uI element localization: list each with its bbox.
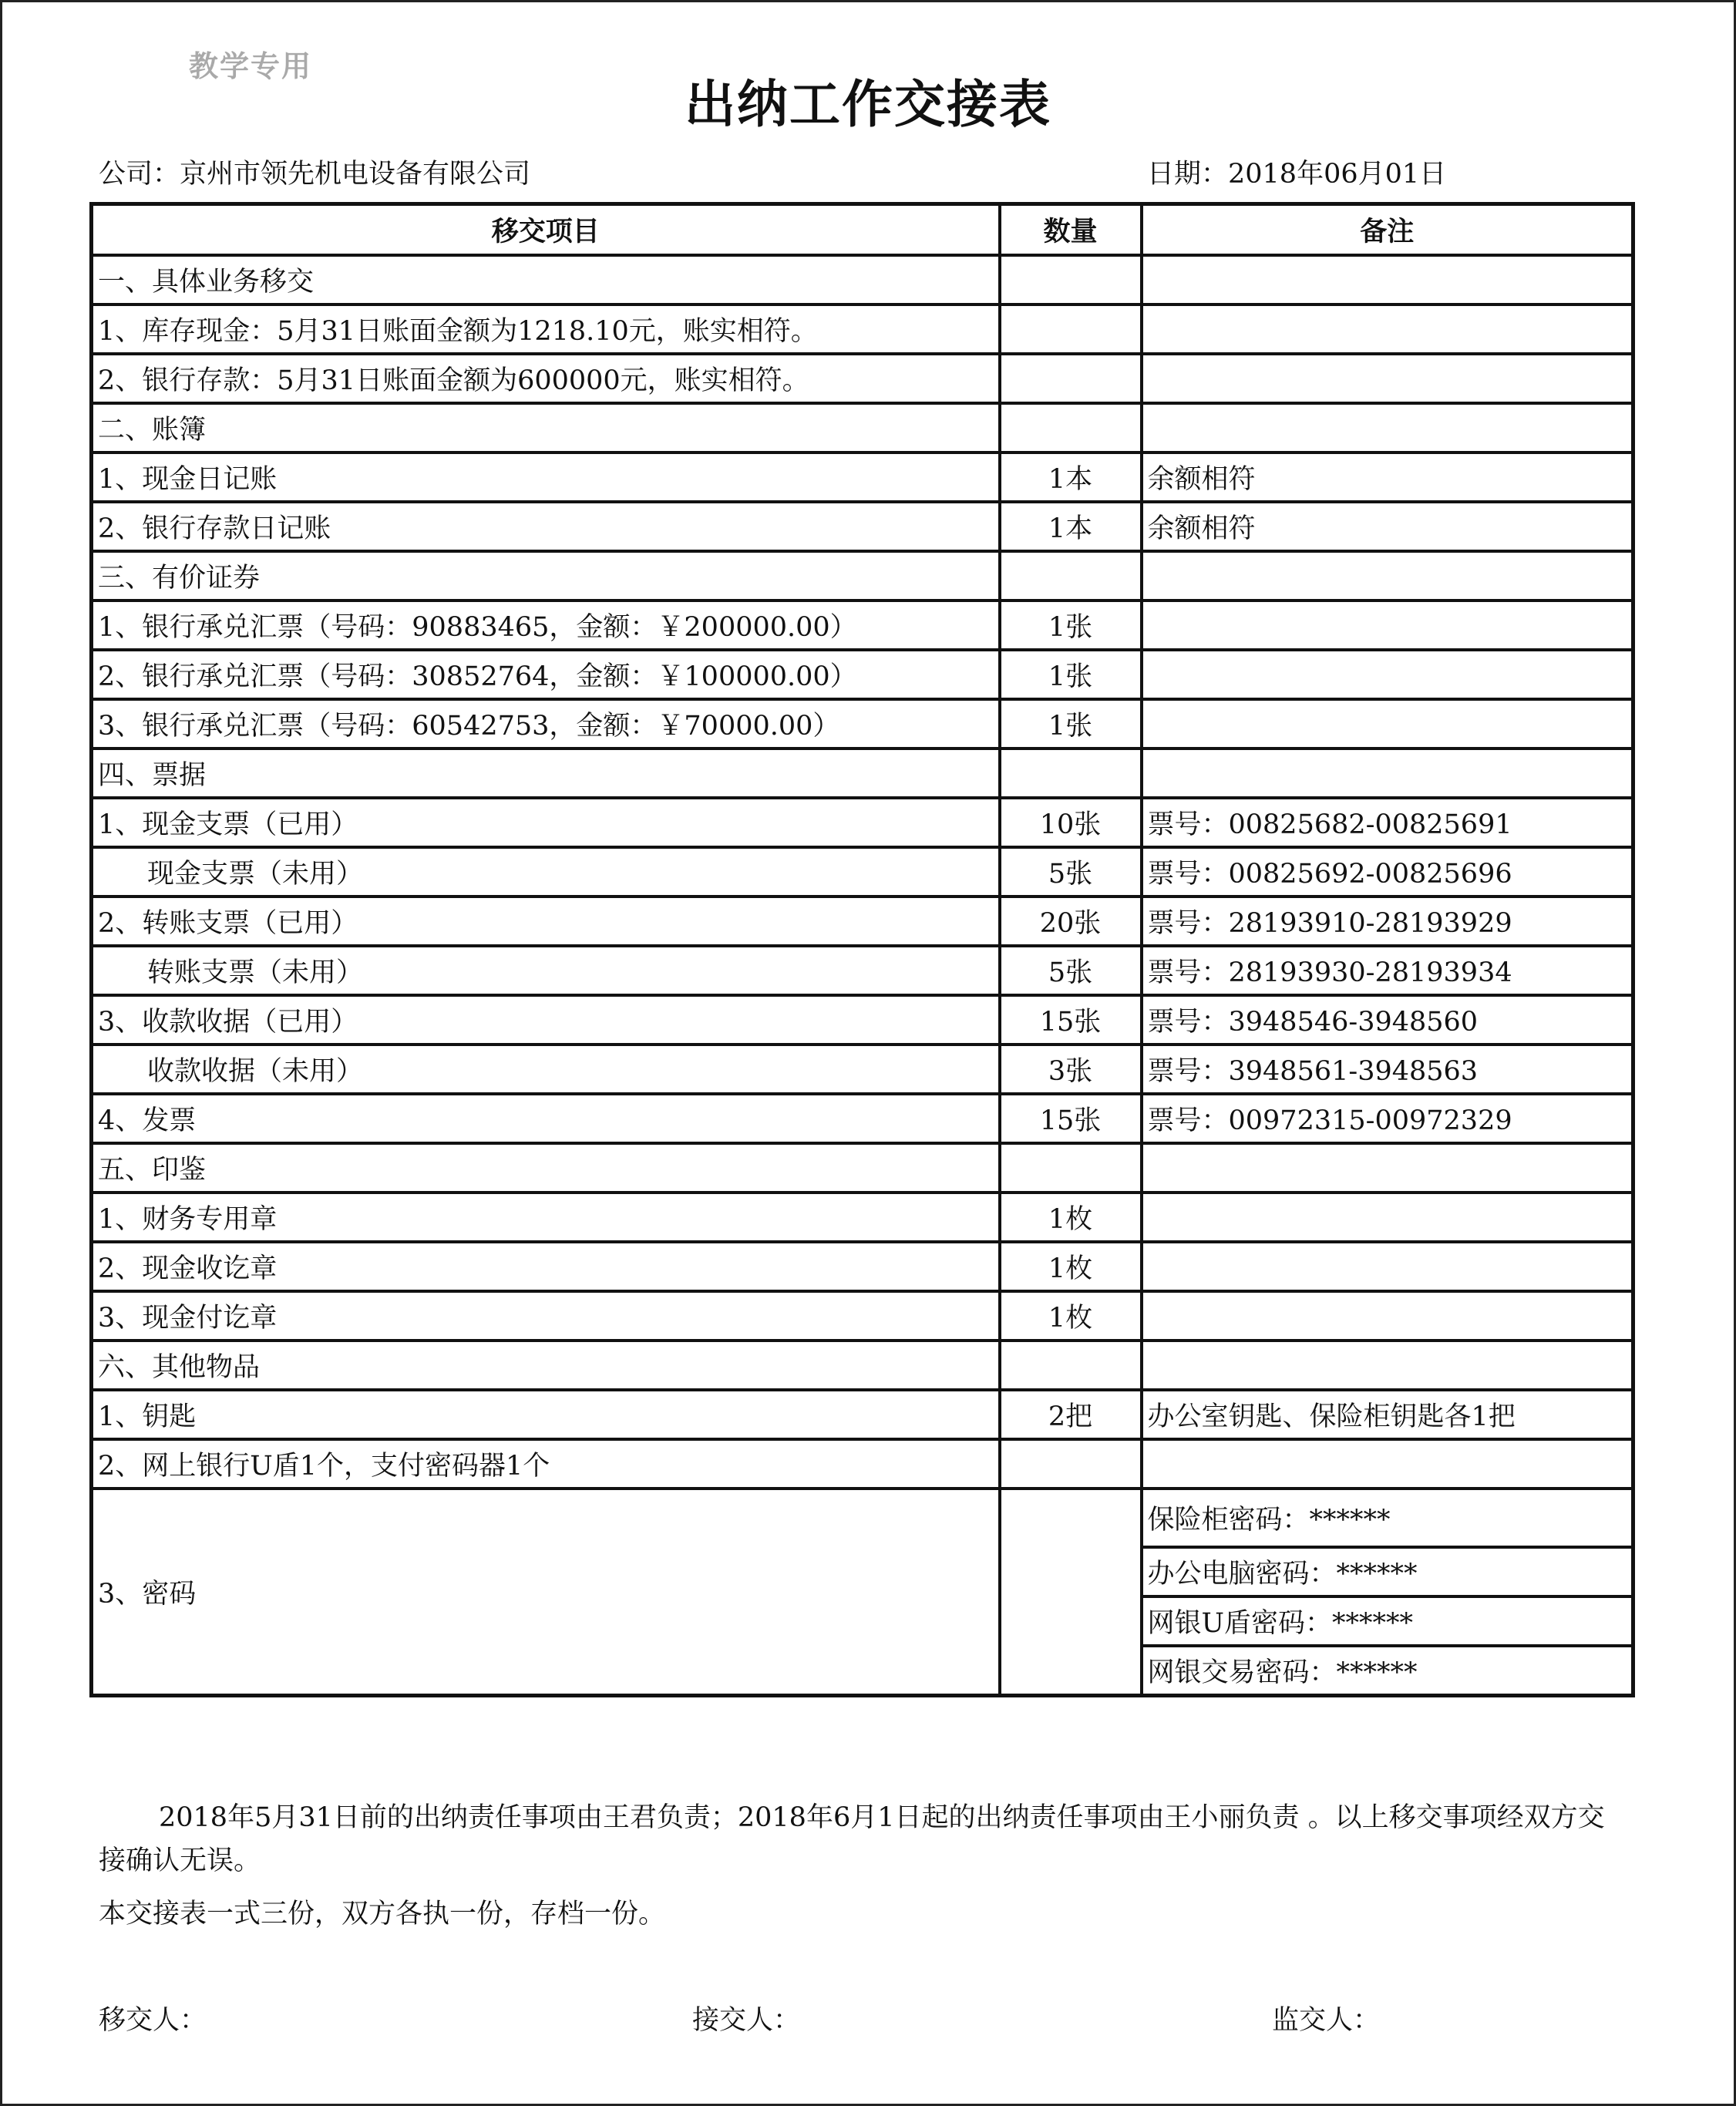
qty-cell: 2把 [1000,1390,1142,1439]
table-row [92,749,1633,798]
copies-paragraph: 本交接表一式三份，双方各执一份，存档一份。 [99,1899,666,1929]
qty-cell: 3张 [1000,1045,1142,1094]
qty-cell [1000,749,1142,798]
section-heading: 一、具体业务移交 [92,255,1000,304]
section-heading: 二、账簿 [92,403,1000,452]
note-cell [1142,1242,1633,1291]
table-header-row [92,204,1633,256]
header-note: 备注 [1142,204,1633,256]
item-cell: 1、库存现金：5月31日账面金额为1218.10元，账实相符。 [92,304,1000,354]
qty-cell: 5张 [1000,847,1142,897]
section-heading: 六、其他物品 [92,1341,1000,1390]
note-cell [1142,1341,1633,1390]
qty-cell: 1本 [1000,452,1142,502]
table-row [92,1143,1633,1193]
table-row [92,601,1633,650]
note-cell: 办公室钥匙、保险柜钥匙各1把 [1142,1390,1633,1439]
note-cell [1142,354,1633,403]
item-cell: 现金支票（未用） [92,847,1000,897]
section-heading: 五、印鉴 [92,1143,1000,1193]
watermark: 教学专用 [189,49,313,83]
table-row [92,946,1633,995]
item-cell: 3、收款收据（已用） [92,995,1000,1045]
table-row [92,354,1633,403]
note-cell [1142,1143,1633,1193]
password-qty-cell [1000,1489,1142,1696]
item-cell: 1、银行承兑汇票（号码：90883465，金额：￥200000.00） [92,601,1000,650]
item-cell: 2、现金收讫章 [92,1242,1000,1291]
item-cell: 1、财务专用章 [92,1193,1000,1242]
table-row [92,255,1633,304]
qty-cell: 15张 [1000,995,1142,1045]
qty-cell: 1张 [1000,601,1142,650]
company-label: 公司：京州市领先机电设备有限公司 [99,159,531,190]
item-cell: 2、银行存款日记账 [92,502,1000,551]
note-cell: 票号：28193910-28193929 [1142,897,1633,946]
qty-cell: 1枚 [1000,1242,1142,1291]
note-cell [1142,403,1633,452]
qty-cell [1000,255,1142,304]
note-cell [1142,650,1633,699]
section-heading: 四、票据 [92,749,1000,798]
table-row [92,650,1633,699]
item-cell: 2、网上银行U盾1个，支付密码器1个 [92,1439,1000,1489]
table-row [92,1094,1633,1143]
qty-cell: 1张 [1000,650,1142,699]
password-note-safe: 保险柜密码：****** [1142,1489,1633,1547]
note-cell [1142,1193,1633,1242]
table-row [92,452,1633,502]
receiver-signature-label: 接交人： [692,2005,801,2036]
table-row [92,798,1633,847]
table-row [92,1193,1633,1242]
qty-cell [1000,551,1142,601]
item-cell: 2、银行承兑汇票（号码：30852764，金额：￥100000.00） [92,650,1000,699]
handover-table [89,202,1635,1697]
table-row [92,699,1633,749]
table-row [92,403,1633,452]
qty-cell: 1本 [1000,502,1142,551]
header-item: 移交项目 [92,204,1000,256]
note-cell [1142,699,1633,749]
password-item-cell: 3、密码 [92,1489,1000,1696]
date-label: 日期：2018年06月01日 [1147,159,1447,190]
table-row [92,1439,1633,1489]
note-cell: 票号：3948561-3948563 [1142,1045,1633,1094]
note-cell [1142,749,1633,798]
responsibility-paragraph: 2018年5月31日前的出纳责任事项由王君负责；2018年6月1日起的出纳责任事项由王小丽负责 。以上移交事项经双方交接确认无误。 [99,1802,1605,1876]
table-row [92,1341,1633,1390]
note-cell [1142,1439,1633,1489]
note-cell [1142,551,1633,601]
qty-cell: 5张 [1000,946,1142,995]
item-cell: 1、钥匙 [92,1390,1000,1439]
note-cell: 余额相符 [1142,502,1633,551]
table-row [92,897,1633,946]
table-row [92,304,1633,354]
page-title: 出纳工作交接表 [685,75,1051,134]
table-row [92,1242,1633,1291]
note-cell: 票号：00825692-00825696 [1142,847,1633,897]
item-cell: 2、转账支票（已用） [92,897,1000,946]
note-cell [1142,304,1633,354]
note-cell: 余额相符 [1142,452,1633,502]
qty-cell [1000,1341,1142,1390]
item-cell: 1、现金支票（已用） [92,798,1000,847]
table-row [92,995,1633,1045]
note-cell [1142,601,1633,650]
note-cell [1142,255,1633,304]
password-note-computer: 办公电脑密码：****** [1142,1547,1633,1596]
password-note-ukey: 网银U盾密码：****** [1142,1596,1633,1646]
password-row [92,1489,1633,1547]
qty-cell [1000,403,1142,452]
table-row [92,502,1633,551]
transferor-signature-label: 移交人： [99,2005,207,2036]
password-note-transaction: 网银交易密码：****** [1142,1646,1633,1696]
supervisor-signature-label: 监交人： [1272,2005,1381,2036]
item-cell: 2、银行存款：5月31日账面金额为600000元，账实相符。 [92,354,1000,403]
note-cell: 票号：00972315-00972329 [1142,1094,1633,1143]
qty-cell: 20张 [1000,897,1142,946]
header-qty: 数量 [1000,204,1142,256]
qty-cell [1000,354,1142,403]
qty-cell: 15张 [1000,1094,1142,1143]
table-row [92,847,1633,897]
item-cell: 收款收据（未用） [92,1045,1000,1094]
note-cell [1142,1291,1633,1341]
item-cell: 4、发票 [92,1094,1000,1143]
qty-cell: 1枚 [1000,1291,1142,1341]
qty-cell: 1张 [1000,699,1142,749]
section-heading: 三、有价证券 [92,551,1000,601]
note-cell: 票号：3948546-3948560 [1142,995,1633,1045]
item-cell: 3、现金付讫章 [92,1291,1000,1341]
qty-cell [1000,304,1142,354]
table-row [92,1045,1633,1094]
table-row [92,1291,1633,1341]
item-cell: 1、现金日记账 [92,452,1000,502]
note-cell: 票号：00825682-00825691 [1142,798,1633,847]
qty-cell [1000,1143,1142,1193]
qty-cell: 10张 [1000,798,1142,847]
qty-cell [1000,1439,1142,1489]
table-row [92,1390,1633,1439]
table-row [92,551,1633,601]
qty-cell: 1枚 [1000,1193,1142,1242]
item-cell: 3、银行承兑汇票（号码：60542753，金额：￥70000.00） [92,699,1000,749]
item-cell: 转账支票（未用） [92,946,1000,995]
note-cell: 票号：28193930-28193934 [1142,946,1633,995]
